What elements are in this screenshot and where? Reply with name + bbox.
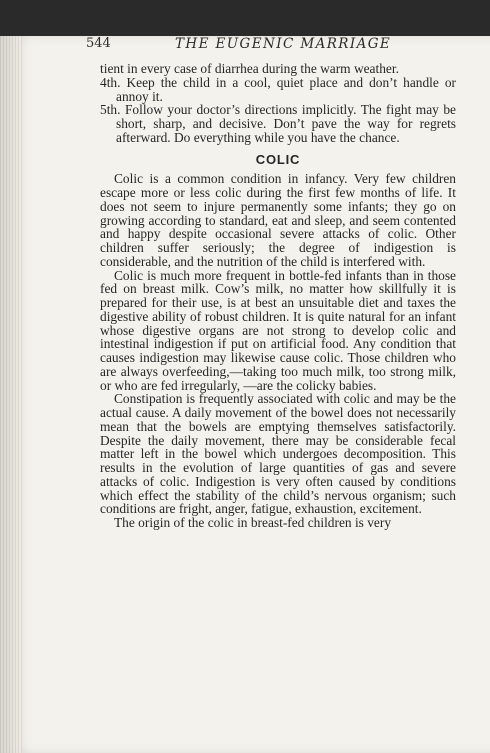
paragraph: Colic is a common condition in infancy. Very few children escape more or less colic during the first few months of life. It does not seem to injure permanently some infants; they go on growing according to standard, eat and sleep, and seem contented and happy despite occasional severe attacks of colic. Other children suffer seriously; the degree of indigestion is considerable, and the nutrition of the child is interfered with.: [100, 171, 456, 269]
list-item-5th: 5th. Follow your doctor’s directions implicitly. The fight may be short, sharp, and decisive. Don’t pave the way for regrets afterward. Do everything while you have the chance.: [100, 102, 456, 145]
page-binding-edge: [0, 36, 22, 753]
paragraph: The origin of the colic in breast-fed children is very: [114, 515, 392, 530]
paragraph: Constipation is frequently associated with colic and may be the actual cause. A daily movement of the bowel does not necessarily mean that the bowels are emptying themselves satisfactorily. Despite the daily movement, there may be considerable fecal matter left in the bowel which undergoes decomposition. This results in the evolution of large quantities of gas and severe attacks of colic. Indigestion is very often caused by conditions which effect the stability of the child’s nervous organism; such conditions are fright, anger, fatigue, exhaustion, excitement.: [100, 391, 456, 517]
list-item-4th: 4th. Keep the child in a cool, quiet place and don’t handle or annoy it.: [100, 74, 456, 104]
paragraph: Colic is much more frequent in bottle-fed infants than in those fed on breast milk. Cow’s milk, no matter how skillfully it is prepared for their use, is at best an unsuitable diet and taxes the digestive ability of robust children. It is quite natural for an infant whose digestive organs are not strong to develop colic and intestinal indigestion if put on artificial food. Any condition that causes indigestion may likewise cause colic. Those children who are always overfeeding,—taking too much milk, too strong milk, or who are fed irregularly, —are the colicky babies.: [100, 267, 456, 393]
running-title: THE EUGENIC MARRIAGE: [175, 36, 392, 52]
list-item-continuation: tient in every case of diarrhea during the warm weather.: [100, 61, 399, 76]
page-number: 544: [86, 36, 111, 51]
section-heading: COLIC: [255, 151, 301, 167]
page-body: [100, 62, 456, 530]
running-head: [0, 36, 490, 56]
